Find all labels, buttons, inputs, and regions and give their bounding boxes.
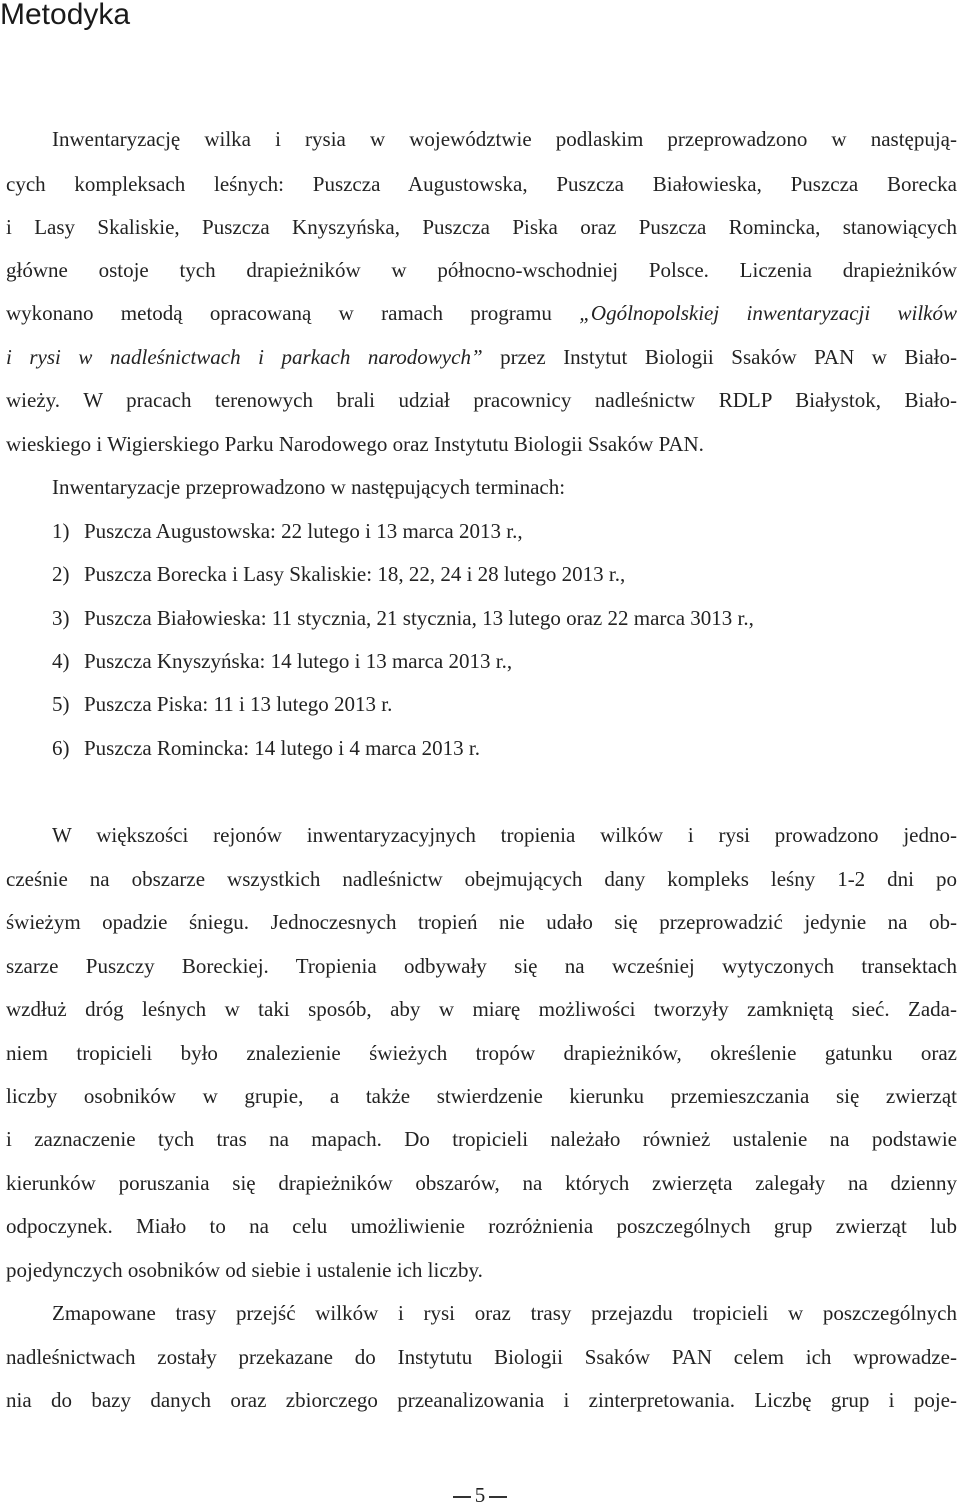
- paragraph-1-line-1: Inwentaryzację wilka i rysia w województwie podlaskim przeprowadzono w następują-: [52, 127, 957, 151]
- paragraph-3-line-3: świeżym opadzie śniegu. Jednoczesnych tropień nie udało się przeprowadzić jedynie na ob-: [6, 910, 957, 934]
- program-title-part-1: „Ogólnopolskiej inwentaryzacji wilków: [579, 301, 957, 325]
- paragraph-4-line-3: nia do bazy danych oraz zbiorczego przeanalizowania i zinterpretowania. Liczbę grup i poje-: [6, 1388, 957, 1412]
- schedule-item: [52, 691, 392, 717]
- schedule-item: [52, 605, 754, 631]
- page-footer: [0, 1482, 960, 1508]
- paragraph-3-line-6: niem tropicieli było znalezienie świeżych tropów drapieżników, określenie gatunku oraz: [6, 1041, 957, 1065]
- schedule-item-text: Puszcza Borecka i Lasy Skaliskie: 18, 22, 24 i 28 lutego 2013 r.,: [84, 562, 626, 586]
- paragraph-3-line-8: i zaznaczenie tych tras na mapach. Do tropicieli należało również ustalenie na podstawie: [6, 1127, 957, 1151]
- paragraph-4-line-1: Zmapowane trasy przejść wilków i rysi oraz trasy przejazdu tropicieli w poszczególnych: [52, 1301, 957, 1325]
- paragraph-3-line-2: cześnie na obszarze wszystkich nadleśnictw obejmujących dany kompleks leśny 1-2 dni po: [6, 867, 957, 891]
- paragraph-3-line-4: szarze Puszczy Boreckiej. Tropienia odbywały się na wcześniej wytyczonych transektach: [6, 954, 957, 978]
- paragraph-1-line-6-text: przez Instytut Biologii Ssaków PAN w Biało-: [482, 345, 958, 369]
- paragraph-1-line-5: [6, 300, 957, 326]
- schedule-item-number: 4): [52, 649, 70, 673]
- schedule-item-number: 3): [52, 606, 70, 630]
- schedule-item-number: 1): [52, 519, 70, 543]
- paragraph-1-line-8: wieskiego i Wigierskiego Parku Narodowego oraz Instytutu Biologii Ssaków PAN.: [6, 432, 704, 456]
- paragraph-1-line-7: wieży. W pracach terenowych brali udział pracownicy nadleśnictw RDLP Białystok, Biało-: [6, 388, 957, 412]
- schedule-item: [52, 648, 512, 674]
- schedule-item-text: Puszcza Knyszyńska: 14 lutego i 13 marca 2013 r.,: [84, 649, 513, 673]
- paragraph-4-line-2: nadleśnictwach zostały przekazane do Instytutu Biologii Ssaków PAN celem ich wprowadze-: [6, 1345, 957, 1369]
- paragraph-1-line-5-text: wykonano metodą opracowaną w ramach programu: [6, 301, 580, 325]
- paragraph-3-line-11: pojedynczych osobników od siebie i ustalenie ich liczby.: [6, 1258, 483, 1282]
- program-title-part-2: i rysi w nadleśnictwach i parkach narodowych”: [6, 345, 483, 369]
- schedule-item-number: 2): [52, 562, 70, 586]
- page-heading: Metodyka: [0, 0, 131, 31]
- schedule-item-text: Puszcza Romincka: 14 lutego i 4 marca 2013 r.: [84, 736, 480, 760]
- paragraph-3-line-10: odpoczynek. Miało to na celu umożliwienie rozróżnienia poszczególnych grup zwierząt lub: [6, 1214, 957, 1238]
- paragraph-1-line-4: główne ostoje tych drapieżników w północno-wschodniej Polsce. Liczenia drapieżników: [6, 258, 957, 282]
- schedule-item-text: Puszcza Augustowska: 22 lutego i 13 marca 2013 r.,: [84, 519, 523, 543]
- paragraph-3-line-9: kierunków poruszania się drapieżników obszarów, na których zwierzęta zalegały na dzienny: [6, 1171, 957, 1195]
- paragraph-3-line-7: liczby osobników w grupie, a także stwierdzenie kierunku przemieszczania się zwierząt: [6, 1084, 957, 1108]
- footer-dash-right: [489, 1496, 507, 1498]
- paragraph-1-line-6: [6, 344, 957, 370]
- schedule-item-text: Puszcza Piska: 11 i 13 lutego 2013 r.: [84, 692, 393, 716]
- schedule-item-text: Puszcza Białowieska: 11 stycznia, 21 stycznia, 13 lutego oraz 22 marca 3013 r.,: [84, 606, 754, 630]
- paragraph-3-line-1: W większości rejonów inwentaryzacyjnych tropienia wilków i rysi prowadzono jedno-: [52, 823, 957, 847]
- schedule-intro: Inwentaryzacje przeprowadzono w następujących terminach:: [52, 475, 566, 499]
- schedule-item-number: 5): [52, 692, 70, 716]
- footer-dash-left: [453, 1496, 471, 1498]
- paragraph-1-line-3: i Lasy Skaliskie, Puszcza Knyszyńska, Puszcza Piska oraz Puszcza Romincka, stanowiących: [6, 215, 957, 239]
- schedule-item: [52, 735, 480, 761]
- schedule-item: [52, 518, 523, 544]
- schedule-item-number: 6): [52, 736, 70, 760]
- schedule-item: [52, 561, 625, 587]
- page-number: 5: [474, 1483, 486, 1507]
- paragraph-1-line-2: cych kompleksach leśnych: Puszcza Augustowska, Puszcza Białowieska, Puszcza Borecka: [6, 172, 957, 196]
- paragraph-3-line-5: wzdłuż dróg leśnych w taki sposób, aby w miarę możliwości tworzyły zamkniętą sieć. Zada-: [6, 997, 957, 1021]
